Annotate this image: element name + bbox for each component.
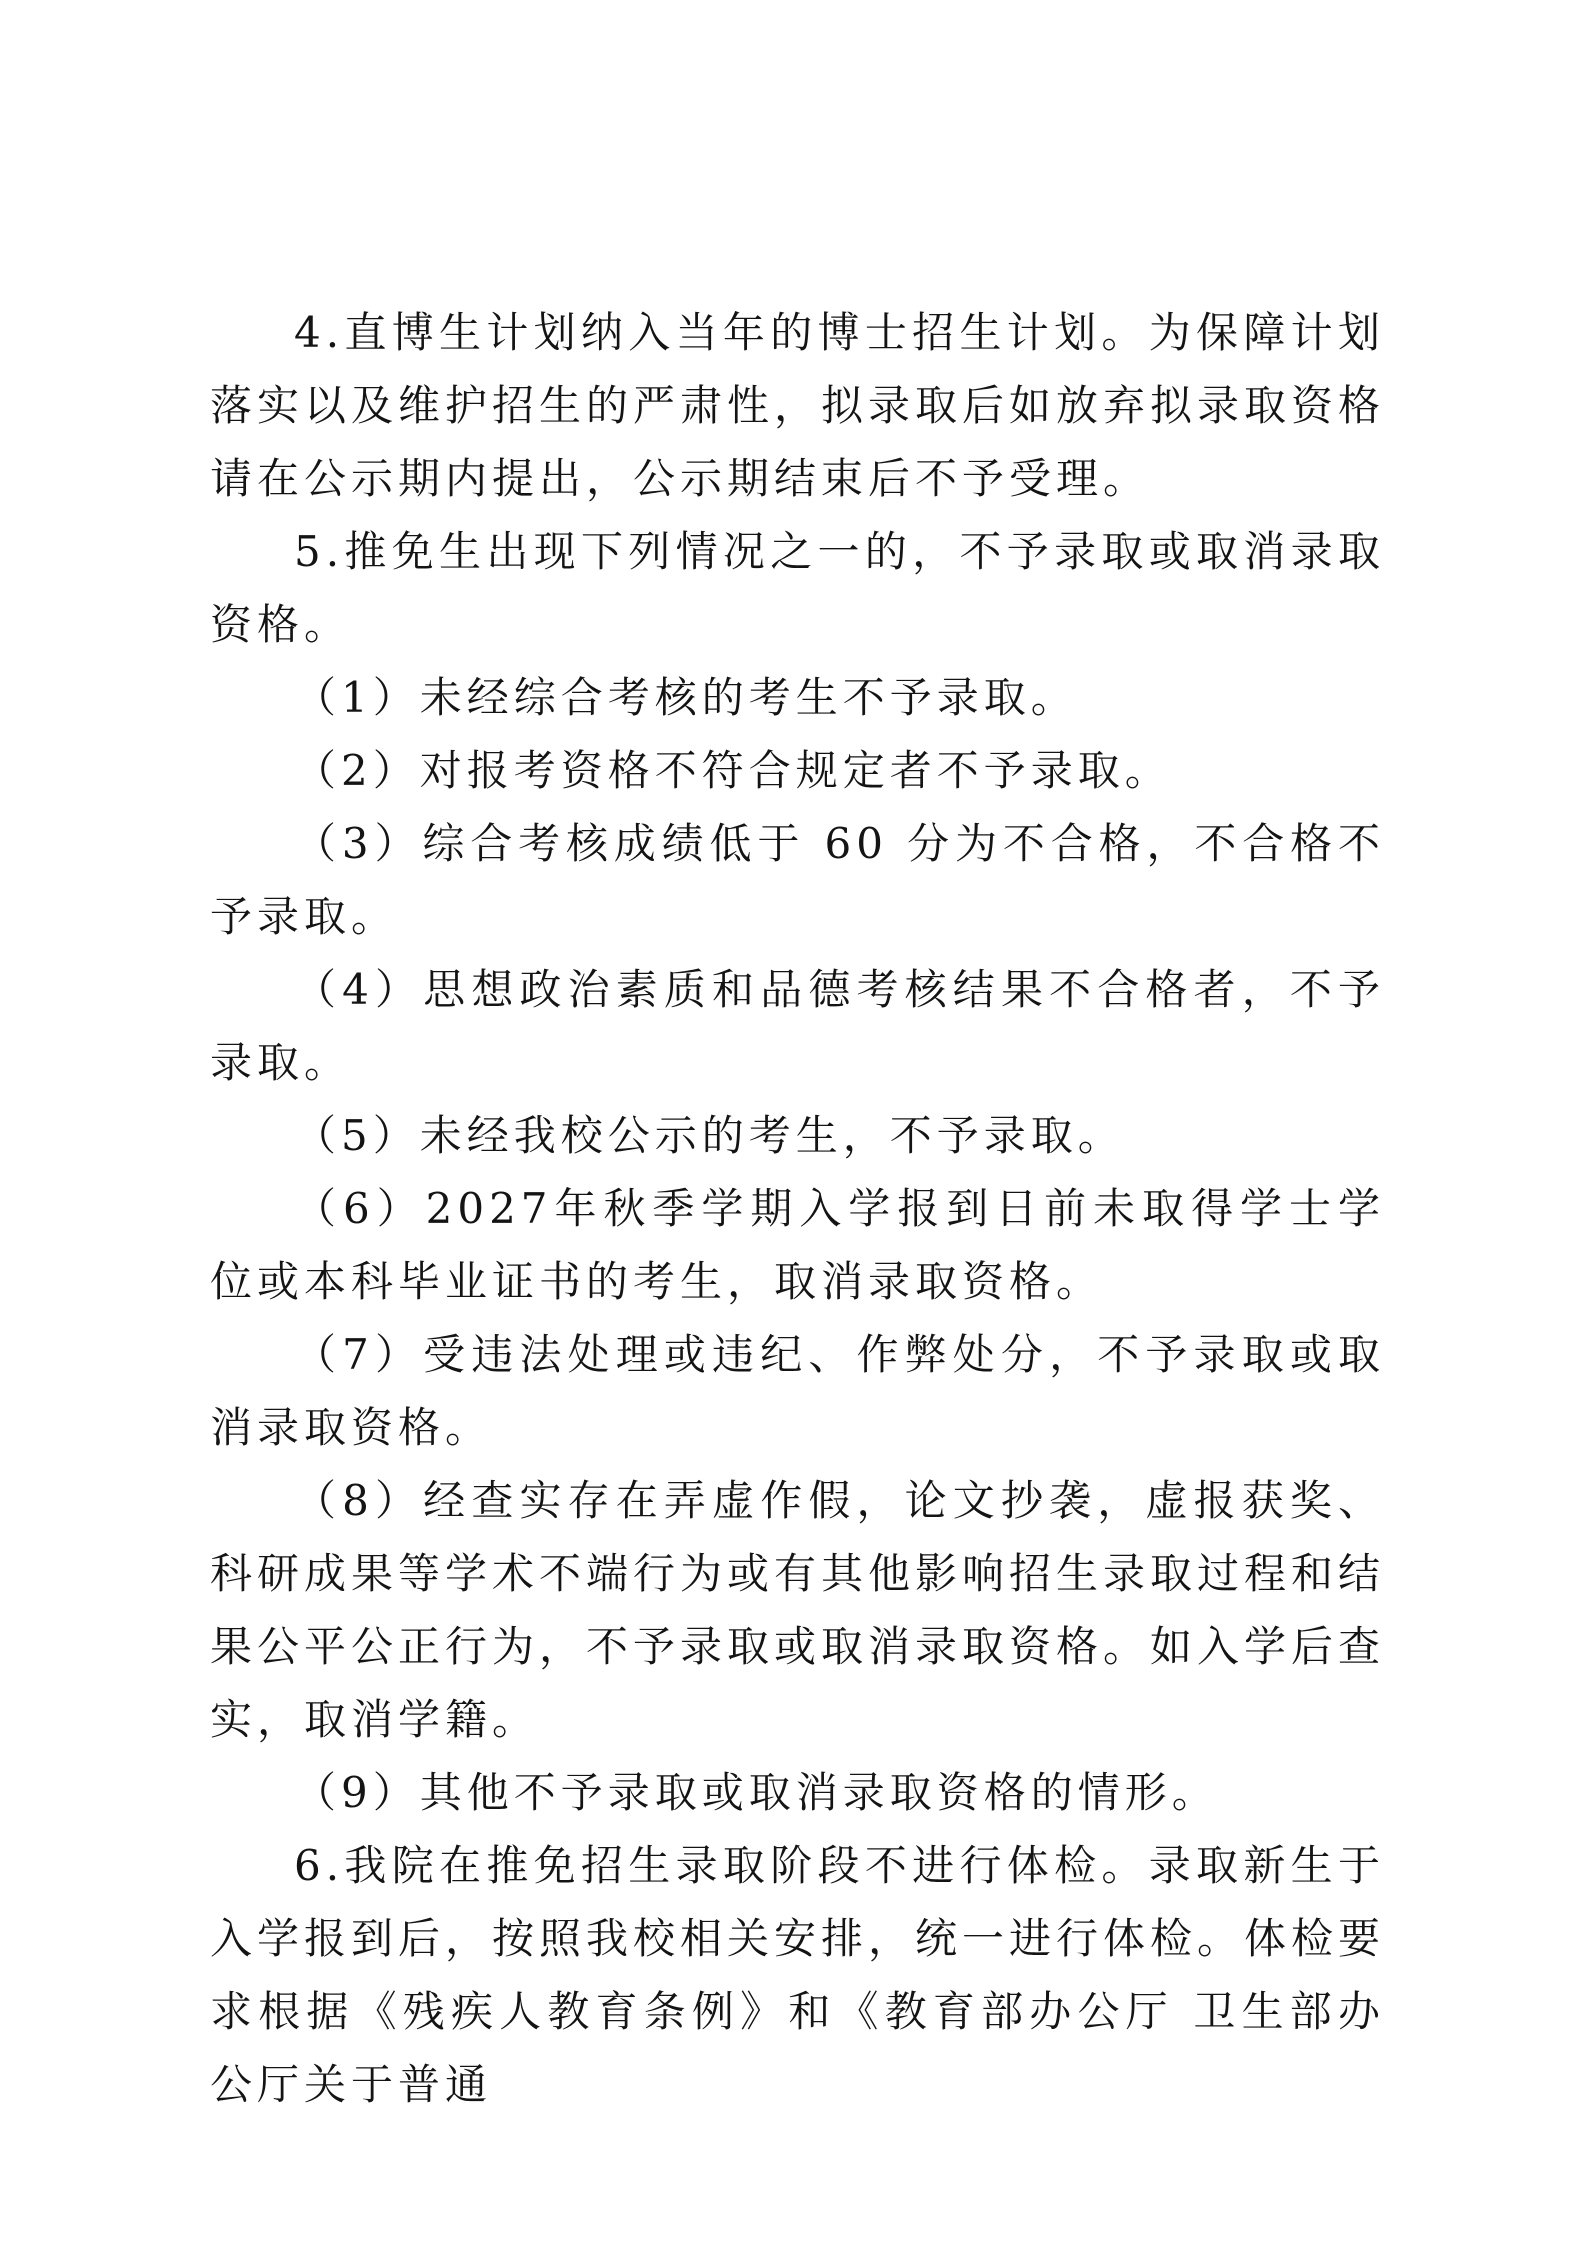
document-body: [210, 296, 1385, 2121]
paragraph-condition-7: （7）受违法处理或违纪、作弊处分，不予录取或取消录取资格。: [210, 1330, 1385, 1452]
paragraph-item-5-exclusion-conditions: 5.推免生出现下列情况之一的，不予录取或取消录取资格。: [210, 527, 1385, 649]
paragraph-condition-1: （1）未经综合考核的考生不予录取。: [294, 673, 1078, 722]
paragraph-condition-2: （2）对报考资格不符合规定者不予录取。: [294, 746, 1172, 795]
paragraph-condition-9: （9）其他不予录取或取消录取资格的情形。: [294, 1768, 1219, 1817]
paragraph-condition-3: （3）综合考核成绩低于 60 分为不合格，不合格不予录取。: [210, 819, 1385, 941]
paragraph-condition-4: （4）思想政治素质和品德考核结果不合格者，不予录取。: [210, 965, 1385, 1087]
paragraph-item-4-doctoral-plan: 4.直博生计划纳入当年的博士招生计划。为保障计划落实以及维护招生的严肃性，拟录取后如放弃拟录取资格请在公示期内提出，公示期结束后不予受理。: [210, 308, 1386, 503]
paragraph-condition-6: （6）2027年秋季学期入学报到日前未取得学士学位或本科毕业证书的考生，取消录取资格。: [210, 1184, 1385, 1306]
paragraph-item-6-physical-exam: 6.我院在推免招生录取阶段不进行体检。录取新生于入学报到后，按照我校相关安排，统一进行体检。体检要求根据《残疾人教育条例》和《教育部办公厅 卫生部办公厅关于普通: [210, 1841, 1386, 2109]
paragraph-condition-8: （8）经查实存在弄虚作假，论文抄袭，虚报获奖、科研成果等学术不端行为或有其他影响招生录取过程和结果公平公正行为，不予录取或取消录取资格。如入学后查实，取消学籍。: [210, 1476, 1386, 1744]
paragraph-condition-5: （5）未经我校公示的考生，不予录取。: [294, 1111, 1125, 1160]
